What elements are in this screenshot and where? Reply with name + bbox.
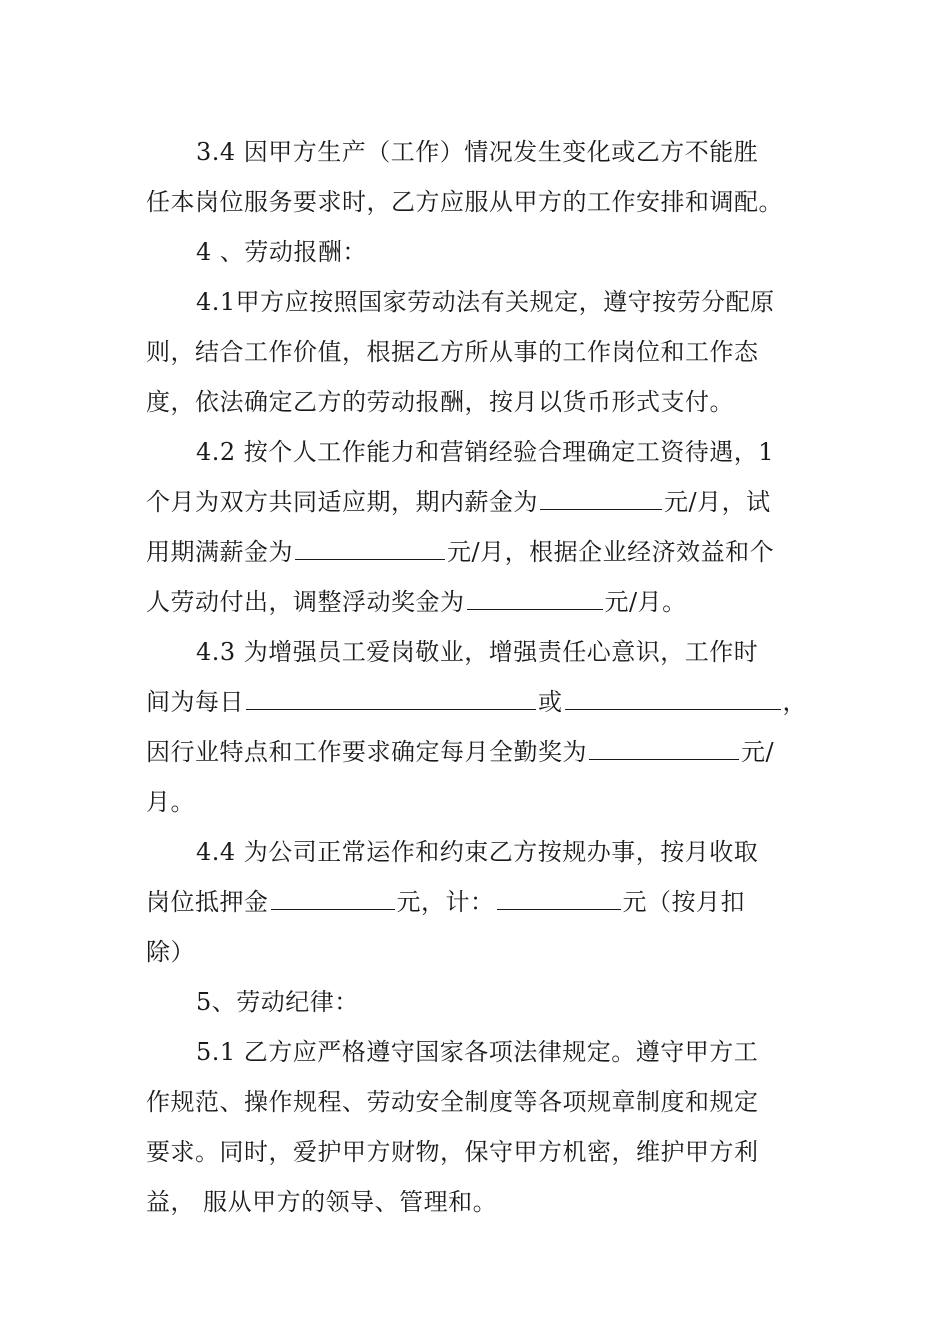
text-segment: ， (782, 688, 807, 716)
paragraph-5-1-line-2: 作规范、操作规程、劳动安全制度等各项规章制度和规定 (146, 1088, 759, 1116)
paragraph-5-1-line-1: 5.1 乙方应严格遵守国家各项法律规定。遵守甲方工 (196, 1038, 759, 1066)
text-segment: 元/ (741, 738, 775, 766)
fill-in-blank (589, 733, 739, 760)
paragraph-4-4-line-3: 除） (146, 938, 195, 966)
fill-in-blank (271, 883, 395, 910)
paragraph-3-4-line-1: 3.4 因甲方生产（工作）情况发生变化或乙方不能胜 (196, 138, 759, 166)
text-segment: 或 (538, 688, 563, 716)
text-segment: 个月为双方共同适应期，期内薪金为 (146, 488, 538, 516)
fill-in-blank (246, 683, 536, 710)
text-segment: 元/月，试 (664, 488, 771, 516)
paragraph-4-2-line-1: 4.2 按个人工作能力和营销经验合理确定工资待遇，1 (196, 438, 775, 466)
fill-in-blank (295, 533, 445, 560)
paragraph-4-4-line-1: 4.4 为公司正常运作和约束乙方按规办事，按月收取 (196, 838, 759, 866)
paragraph-3-4-line-2: 任本岗位服务要求时，乙方应服从甲方的工作安排和调配。 (146, 188, 783, 216)
paragraph-4-3-line-4: 月。 (146, 788, 195, 816)
text-segment: 元/月。 (604, 588, 687, 616)
paragraph-4-2-line-3 (146, 532, 774, 572)
section-5-heading: 5、劳动纪律： (196, 988, 359, 1016)
paragraph-4-2-line-4 (146, 582, 687, 622)
paragraph-4-1-line-2: 则，结合工作价值，根据乙方所从事的工作岗位和工作态 (146, 338, 759, 366)
paragraph-5-1-line-4: 益， 服从甲方的领导、管理和。 (146, 1188, 498, 1216)
text-segment: 元/月，根据企业经济效益和个 (447, 538, 775, 566)
section-4-heading: 4 、劳动报酬： (196, 238, 367, 266)
text-segment: 间为每日 (146, 688, 244, 716)
text-segment: 岗位抵押金 (146, 888, 269, 916)
text-segment: 人劳动付出，调整浮动奖金为 (146, 588, 465, 616)
paragraph-5-1-line-3: 要求。同时，爱护甲方财物，保守甲方机密，维护甲方利 (146, 1138, 759, 1166)
paragraph-4-3-line-2 (146, 682, 807, 722)
paragraph-4-3-line-1: 4.3 为增强员工爱岗敬业，增强责任心意识，工作时 (196, 638, 759, 666)
paragraph-4-1-line-3: 度，依法确定乙方的劳动报酬，按月以货币形式支付。 (146, 388, 734, 416)
paragraph-4-3-line-3 (146, 732, 774, 772)
paragraph-4-4-line-2 (146, 882, 745, 922)
fill-in-blank (467, 583, 603, 610)
fill-in-blank (497, 883, 621, 910)
text-segment: 因行业特点和工作要求确定每月全勤奖为 (146, 738, 587, 766)
fill-in-blank (540, 483, 662, 510)
text-segment: 用期满薪金为 (146, 538, 293, 566)
text-segment: 元（按月扣 (622, 888, 745, 916)
fill-in-blank (565, 683, 781, 710)
paragraph-4-1-line-1: 4.1甲方应按照国家劳动法有关规定，遵守按劳分配原 (196, 288, 775, 316)
text-segment: 元，计： (396, 888, 495, 916)
paragraph-4-2-line-2 (146, 482, 771, 522)
